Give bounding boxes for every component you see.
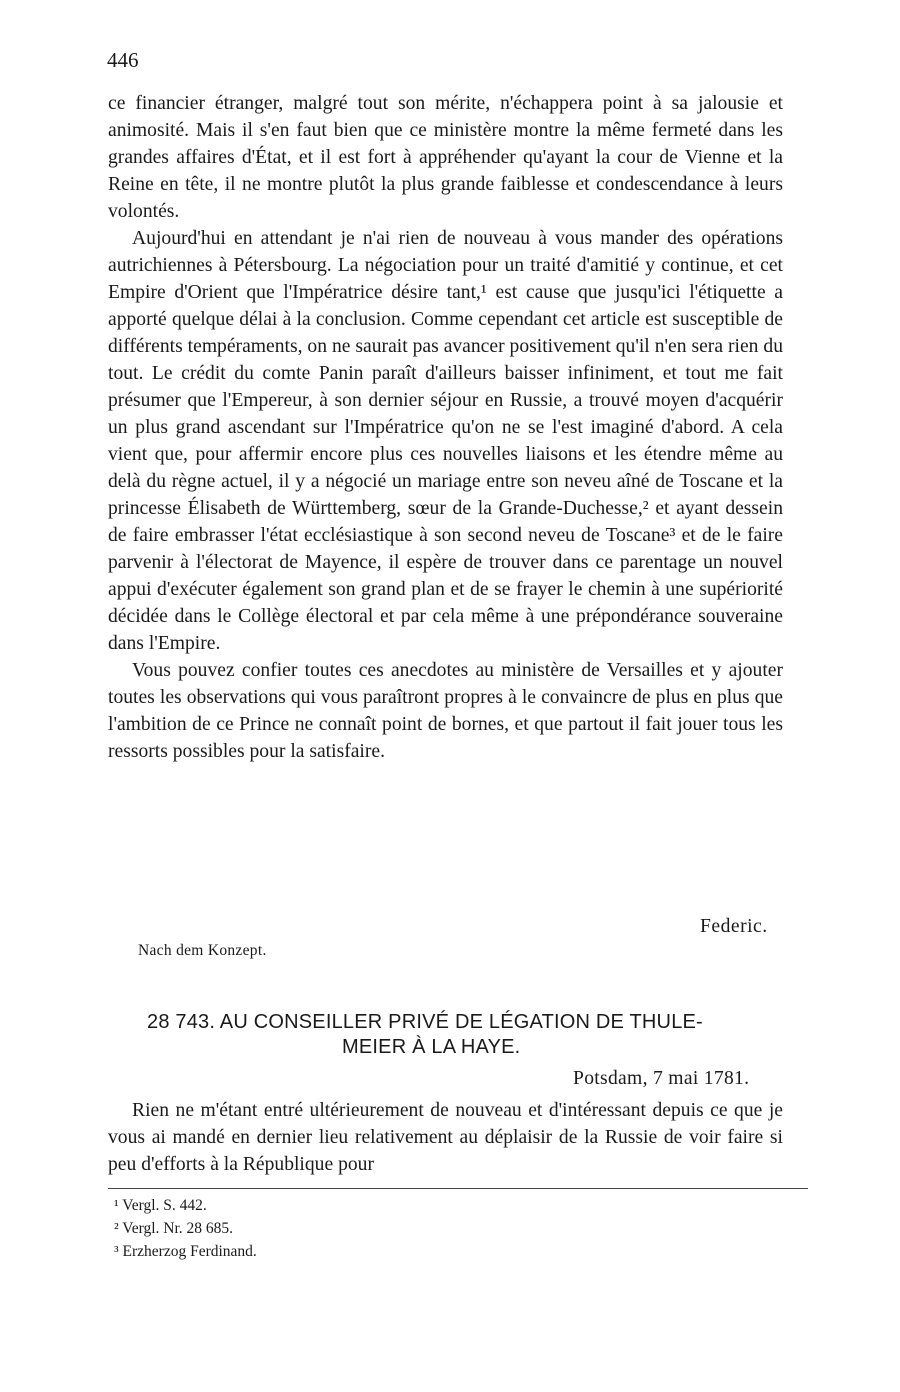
page-number: 446 bbox=[107, 48, 139, 72]
document-heading-continued: MEIER À LA HAYE. bbox=[342, 1036, 521, 1058]
letter-body bbox=[108, 90, 783, 765]
paragraph: Vous pouvez confier toutes ces anecdotes au ministère de Versailles et y ajouter toutes les observations qui vous paraîtront propres à le convaincre de plus en plus que l'ambition de ce Prince ne connaît point de bornes, et que partout il fait jouer tous les ressorts possibles pour la satisfaire. bbox=[108, 660, 783, 762]
footnote-divider bbox=[108, 1188, 808, 1189]
footnotes bbox=[114, 1194, 257, 1263]
paragraph: Rien ne m'étant entré ultérieurement de nouveau et d'intéressant depuis ce que je vous ai mandé en dernier lieu relativement au déplaisir de la Russie de voir faire si peu d'efforts à la République pour bbox=[108, 1100, 783, 1175]
dateline: Potsdam, 7 mai 1781. bbox=[573, 1068, 750, 1089]
footnote: ¹ Vergl. S. 442. bbox=[114, 1197, 207, 1214]
footnote: ³ Erzherzog Ferdinand. bbox=[114, 1243, 257, 1260]
second-letter-body bbox=[108, 1097, 783, 1178]
footnote: ² Vergl. Nr. 28 685. bbox=[114, 1220, 234, 1237]
source-note: Nach dem Konzept. bbox=[138, 942, 267, 959]
paragraph: Aujourd'hui en attendant je n'ai rien de nouveau à vous mander des opérations autrichiennes à Pétersbourg. La négociation pour un traité d'amitié y continue, et cet Empire d'Orient que l'Impératrice désire tant,¹ est cause que jusqu'ici l'étiquette a apporté quelque délai à la conclusion. Comme cependant cet article est susceptible de différents tempéraments, on ne saurait pas avancer positivement qu'il n'en sera rien du tout. Le crédit du comte Panin paraît d'ailleurs baisser infiniment, et tout me fait présumer que l'Empereur, à son dernier séjour en Russie, a trouvé moyen d'acquérir un plus grand ascendant sur l'Impératrice qu'on ne se l'est imaginé d'abord. A cela vient que, pour affermir encore plus ces nouvelles liaisons et les étendre même au delà du règne actuel, il y a négocié un mariage entre son neveu aîné de Toscane et la princesse Élisabeth de Württemberg, sœur de la Grande-Duchesse,² et ayant dessein de faire embrasser l'état ecclésiastique à son second neveu de Toscane³ et de le faire parvenir à l'électorat de Mayence, il espère de trouver dans ce parentage un nouvel appui d'exécuter également son grand plan et de se frayer le chemin à une supériorité décidée dans le Collège électoral et par cela même à une prépondérance souveraine dans l'Empire. bbox=[108, 228, 783, 654]
document-heading: 28 743. AU CONSEILLER PRIVÉ DE LÉGATION DE THULE- bbox=[147, 1011, 703, 1033]
signature: Federic. bbox=[700, 916, 768, 937]
paragraph: ce financier étranger, malgré tout son mérite, n'échappera point à sa jalousie et animosité. Mais il s'en faut bien que ce ministère montre la même fermeté dans les grandes affaires d'État, et il est fort à appréhender qu'ayant la cour de Vienne et la Reine en tête, il ne montre plutôt la plus grande faiblesse et condescendance à leurs volontés. bbox=[108, 93, 783, 222]
